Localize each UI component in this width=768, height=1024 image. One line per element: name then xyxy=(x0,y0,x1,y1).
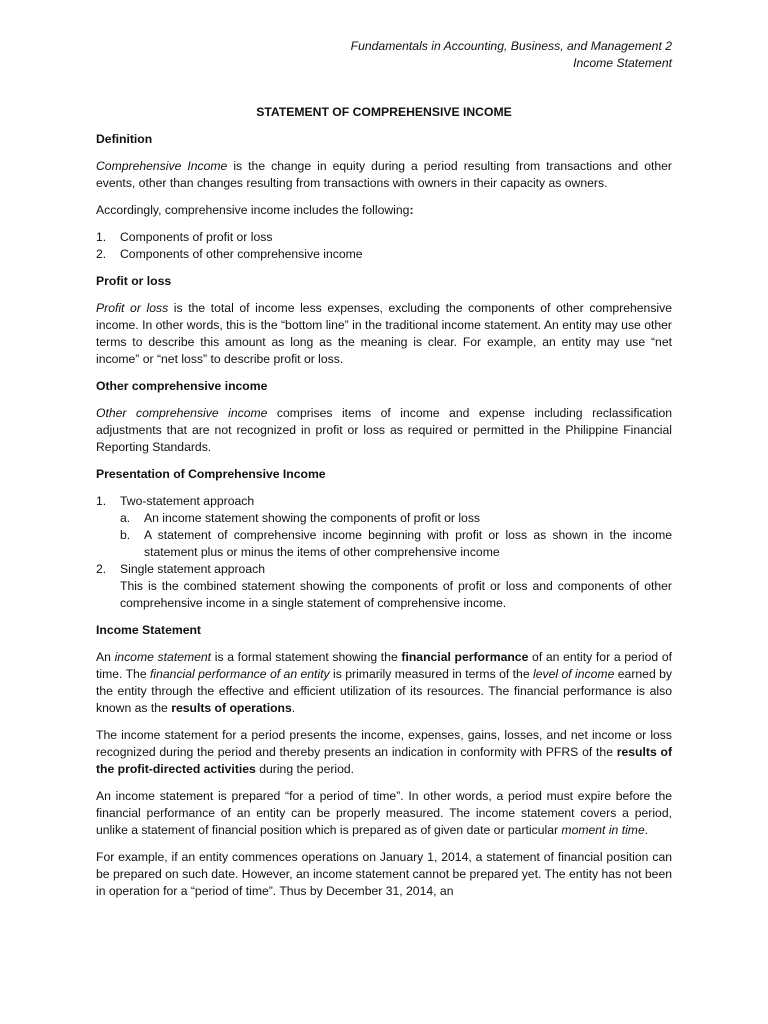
presentation-list xyxy=(96,493,672,612)
definition-paragraph: Comprehensive Income is the change in equity during a period resulting from transactions and other events, other than changes resulting from transactions with owners in their capacity as owners. xyxy=(96,159,672,190)
accordingly-paragraph: Accordingly, comprehensive income includes the following: xyxy=(96,203,414,217)
income-statement-paragraph-3: An income statement is prepared “for a period of time”. In other words, a period must expire before the financial performance of an entity can be properly measured. The income statement covers a period, unlike a statement of financial position which is prepared as of given date or particular moment in time. xyxy=(96,789,672,837)
list-item: 2. Components of other comprehensive income xyxy=(96,247,363,261)
sub-list-item: a. An income statement showing the components of profit or loss xyxy=(120,511,481,525)
income-statement-paragraph-4: For example, if an entity commences operations on January 1, 2014, a statement of financial position can be prepared on such date. However, an income statement cannot be prepared yet. The entity has not been in operation for a “period of time”. Thus by December 31, 2014, an xyxy=(96,850,672,898)
profit-loss-term: Profit or loss xyxy=(96,301,169,315)
definition-term: Comprehensive Income xyxy=(96,159,228,173)
list-item: 1. Two-statement approach xyxy=(96,494,255,508)
header-topic: Income Statement xyxy=(573,55,672,70)
oci-heading: Other comprehensive income xyxy=(96,379,268,393)
oci-term: Other comprehensive income xyxy=(96,406,268,420)
income-statement-paragraph-1: An income statement is a formal statement showing the financial performance of an entity for a period of time. The financial performance of an entity is primarily measured in terms of the level of income earned by the entity through the effective and efficient utilization of its resources. The financial performance is also known as the results of operations. xyxy=(96,650,672,715)
running-header xyxy=(351,38,672,71)
presentation-heading: Presentation of Comprehensive Income xyxy=(96,467,326,481)
income-statement-heading: Income Statement xyxy=(96,623,201,637)
sub-list-item: b. A statement of comprehensive income beginning with profit or loss as shown in the income statement plus or minus the items of other comprehensive income xyxy=(120,528,672,559)
definition-heading: Definition xyxy=(96,132,153,146)
income-statement-paragraph-2: The income statement for a period presents the income, expenses, gains, losses, and net income or loss recognized during the period and thereby presents an indication in conformity with PFRS of the results of the profit-directed activities during the period. xyxy=(96,728,672,776)
list-item: 2. Single statement approach xyxy=(96,562,265,576)
list-item: 1. Components of profit or loss xyxy=(96,230,273,244)
list-item-description: This is the combined statement showing the components of profit or loss and components of other comprehensive income in a single statement of comprehensive income. xyxy=(120,579,672,610)
document-title: STATEMENT OF COMPREHENSIVE INCOME xyxy=(256,105,512,119)
header-course-title: Fundamentals in Accounting, Business, and Management 2 xyxy=(350,39,672,53)
profit-loss-heading: Profit or loss xyxy=(96,274,172,288)
comprehensive-income-components-list xyxy=(96,229,672,263)
profit-loss-paragraph: Profit or loss is the total of income less expenses, excluding the components of other comprehensive income. In other words, this is the “bottom line” in the traditional income statement. An entity may use other terms to describe this amount as long as the meaning is clear. For example, an entity may use “net income” or “net loss” to describe profit or loss. xyxy=(96,301,673,366)
document-body xyxy=(96,104,672,910)
oci-paragraph: Other comprehensive income comprises items of income and expense including reclassification adjustments that are not recognized in profit or loss as required or permitted in the Philippine Financial Reporting Standards. xyxy=(96,406,672,454)
